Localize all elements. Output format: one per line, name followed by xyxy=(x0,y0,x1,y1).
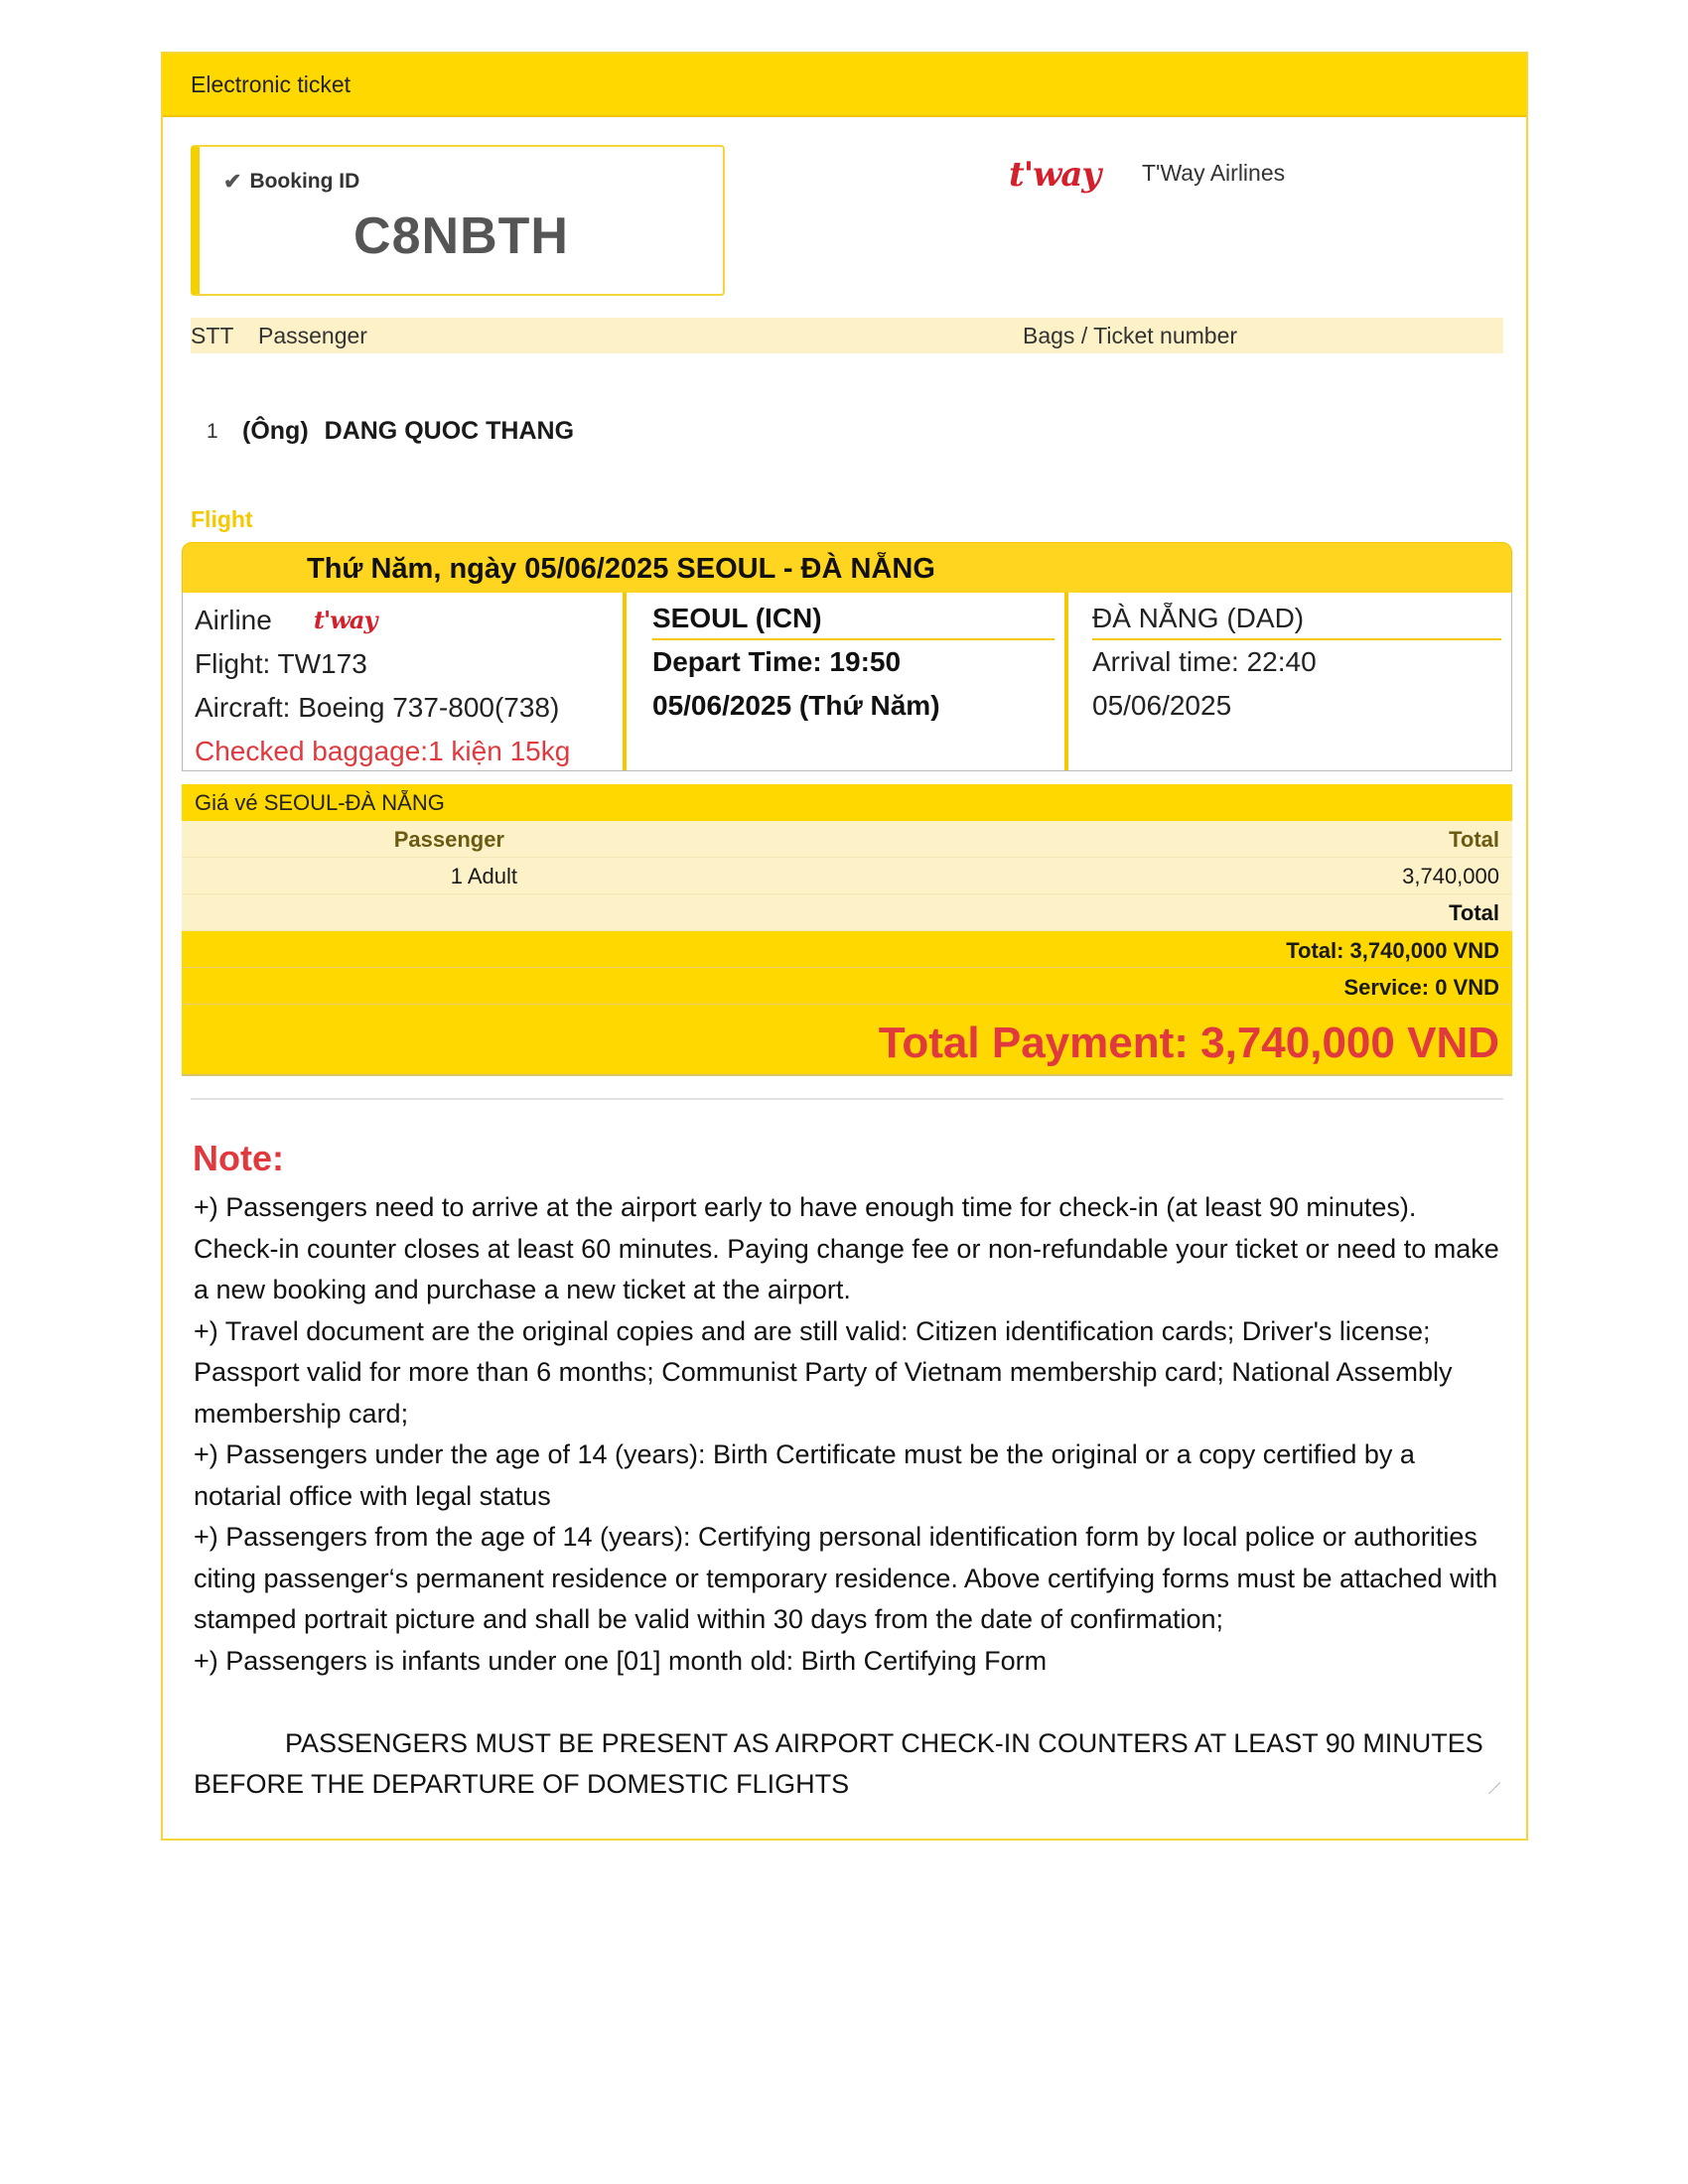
booking-label-text: Booking ID xyxy=(249,170,360,193)
passenger-table-header xyxy=(191,318,1503,353)
price-total-row xyxy=(182,931,1512,968)
airline-label: Airline xyxy=(195,605,272,635)
passenger-stt: 1 xyxy=(207,419,218,443)
airline-name: T'Way Airlines xyxy=(1142,159,1286,186)
price-row-total: 3,740,000 xyxy=(1402,864,1499,888)
price-table xyxy=(182,784,1512,1076)
flight-route-title: Thứ Năm, ngày 05/06/2025 SEOUL - ĐÀ NẴNG xyxy=(307,553,935,585)
note-title: Note: xyxy=(193,1138,284,1178)
price-row xyxy=(182,858,1512,894)
booking-label xyxy=(223,169,359,195)
note-line: +) Travel document are the original copies and are still valid: Citizen identification cards; Driver's license; Passport valid for more than 6 months; Communist Party of Vietnam membership card; National Assembly membership card; xyxy=(194,1315,1453,1429)
note-line: +) Passengers from the age of 14 (years): Certifying personal identification form by local police or authorities citing passenger‘s permanent residence or temporary residence. Above certifying forms must be attached with stamped portrait picture and shall be valid within 30 days from the date of confirmation; xyxy=(194,1522,1498,1634)
arrival-column xyxy=(1064,593,1511,770)
airline-header xyxy=(1009,155,1285,195)
flight-number: Flight: TW173 xyxy=(195,648,367,679)
check-icon: ✔ xyxy=(223,169,242,194)
tway-logo-small: t'way xyxy=(313,606,377,634)
arrival-time: Arrival time: 22:40 xyxy=(1092,646,1317,677)
note-caps: PASSENGERS MUST BE PRESENT AS AIRPORT CHECK-IN COUNTERS AT LEAST 90 MINUTES BEFORE THE DEPARTURE OF DOMESTIC FLIGHTS xyxy=(194,1727,1483,1799)
price-col-passenger: Passenger xyxy=(393,827,504,852)
checked-baggage: Checked baggage:1 kiện 15kg xyxy=(195,736,571,766)
col-passenger: Passenger xyxy=(258,322,367,348)
tway-logo: t'way xyxy=(1009,155,1101,195)
price-total-label-row xyxy=(182,894,1512,931)
total-payment-row xyxy=(182,1005,1512,1076)
price-service-row xyxy=(182,968,1512,1005)
col-stt: STT xyxy=(191,322,234,348)
arrival-date: 05/06/2025 xyxy=(1092,690,1232,721)
col-bags-ticket: Bags / Ticket number xyxy=(1023,322,1238,348)
resize-grip-icon[interactable] xyxy=(1486,1769,1500,1783)
origin-airport: SEOUL (ICN) xyxy=(652,599,1055,640)
passenger-name: DANG QUOC THANG xyxy=(324,417,575,445)
aircraft: Aircraft: Boeing 737-800(738) xyxy=(195,692,560,723)
price-col-total: Total xyxy=(1449,827,1499,852)
note-line: +) Passengers is infants under one [01] month old: Birth Certifying Form xyxy=(194,1645,1048,1676)
divider xyxy=(191,1098,1503,1100)
price-total: Total: 3,740,000 VND xyxy=(1286,938,1499,963)
electronic-ticket xyxy=(161,52,1528,1841)
depart-time: Depart Time: 19:50 xyxy=(652,646,902,677)
price-row-passenger: 1 Adult xyxy=(450,864,517,888)
airline-row xyxy=(195,599,623,642)
note-line: +) Passengers need to arrive at the airport early to have enough time for check-in (at least 90 minutes). Check-in counter closes at least 60 minutes. Paying change fee or non-refundable your ticket or need to make a new booking and purchase a new ticket at the airport. xyxy=(194,1192,1499,1304)
note-line: +) Passengers under the age of 14 (years): Birth Certificate must be the original or a copy certified by a notarial office with legal status xyxy=(194,1439,1415,1511)
price-column-header xyxy=(182,821,1512,858)
price-service: Service: 0 VND xyxy=(1343,975,1499,1000)
ticket-header xyxy=(163,54,1526,117)
total-payment: Total Payment: 3,740,000 VND xyxy=(878,1019,1499,1067)
booking-code: C8NBTH xyxy=(353,207,569,265)
departure-column xyxy=(623,593,1064,770)
note-textarea[interactable] xyxy=(194,1187,1504,1806)
flight-section-label: Flight xyxy=(191,506,253,532)
ticket-title: Electronic ticket xyxy=(191,70,352,97)
depart-date: 05/06/2025 (Thứ Năm) xyxy=(652,690,940,721)
flight-details xyxy=(182,593,1512,771)
flight-info-column xyxy=(183,593,623,770)
passenger-title: (Ông) xyxy=(242,417,309,445)
flight-route-bar xyxy=(182,542,1512,594)
passenger-row xyxy=(207,417,574,446)
destination-airport: ĐÀ NẴNG (DAD) xyxy=(1092,599,1501,640)
price-title: Giá vé SEOUL-ĐÀ NẴNG xyxy=(182,784,1512,821)
price-total-label: Total xyxy=(1449,900,1499,925)
booking-box xyxy=(191,145,725,296)
